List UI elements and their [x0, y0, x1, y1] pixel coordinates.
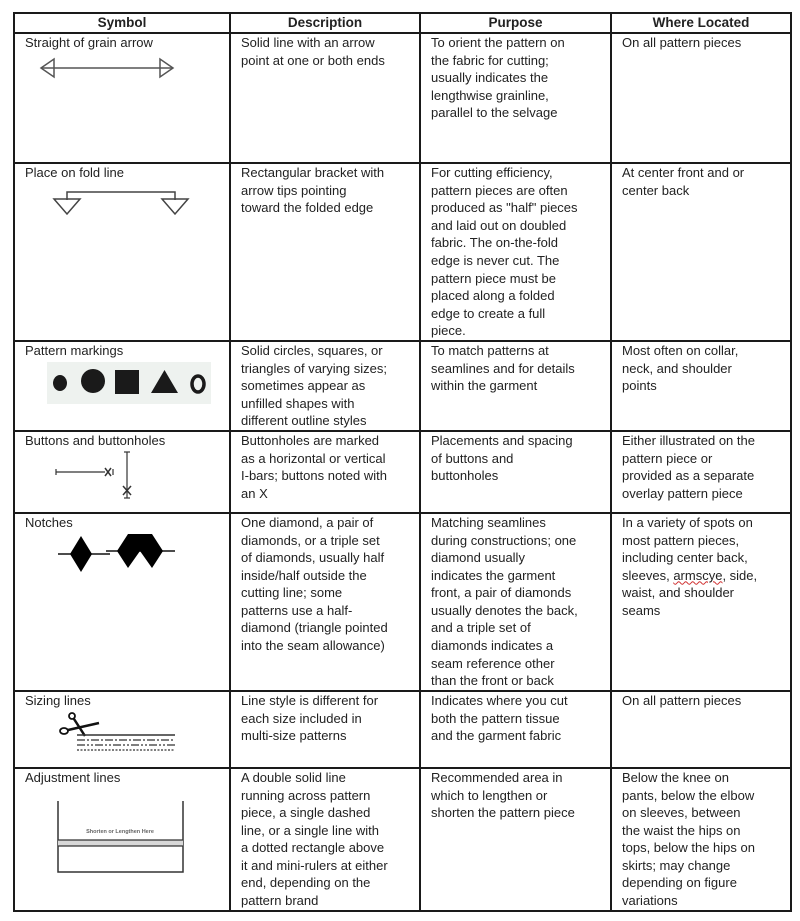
- purpose-cell: Matching seamlines during constructions; one diamond usually indicates the garment front, a pair of diamonds usually denotes the back, and a triple set of diamonds indicates a seam reference other than the front or back: [420, 513, 611, 691]
- location-cell: Either illustrated on the pattern piece or provided as a separate overlay pattern piece: [611, 431, 791, 513]
- symbol-cell: [14, 163, 230, 341]
- table-row: [14, 431, 791, 513]
- fold-bracket-icon: [25, 182, 195, 218]
- symbol-cell: [14, 33, 230, 163]
- buttonhole-icon: [25, 450, 155, 502]
- description-cell: Solid line with an arrow point at one or both ends: [230, 33, 420, 163]
- purpose-cell: Indicates where you cut both the pattern tissue and the garment fabric: [420, 691, 611, 768]
- symbol-cell: [14, 691, 230, 768]
- table-row: [14, 768, 791, 911]
- header-row: [14, 13, 791, 33]
- purpose-cell: To match patterns at seamlines and for details within the garment: [420, 341, 611, 431]
- symbol-name: Adjustment lines: [25, 769, 121, 785]
- location-cell: Most often on collar, neck, and shoulder points: [611, 341, 791, 431]
- location-cell: At center front and or center back: [611, 163, 791, 341]
- adjustment-label: Shorten or Lengthen Here: [86, 828, 154, 835]
- pattern-symbols-table: [13, 12, 792, 912]
- description-cell: One diamond, a pair of diamonds, or a triple set of diamonds, usually half inside/half outside the cutting line; some patterns use a half- diamond (triangle pointed into the seam allowance): [230, 513, 420, 691]
- double-arrow-icon: [25, 52, 185, 92]
- small-circle-mark: [53, 375, 67, 391]
- description-cell: Buttonholes are marked as a horizontal or vertical I-bars; buttons noted with an X: [230, 431, 420, 513]
- double-diamond-notch: [117, 534, 163, 568]
- symbol-cell: [14, 513, 230, 691]
- table-row: [14, 513, 791, 691]
- table-row: [14, 163, 791, 341]
- location-cell: Below the knee on pants, below the elbow on sleeves, between the waist the hips on tops, below the hips on skirts; may change depending on figure variations: [611, 768, 791, 911]
- symbol-name: Pattern markings: [25, 342, 124, 358]
- table-row: [14, 33, 791, 163]
- large-circle-mark: [81, 369, 105, 393]
- symbol-cell: [14, 341, 230, 431]
- location-cell: On all pattern pieces: [611, 691, 791, 768]
- symbol-name: Sizing lines: [25, 692, 91, 708]
- spellcheck-flagged-word: armscye: [673, 567, 723, 583]
- header-purpose: Purpose: [420, 13, 611, 33]
- table-row: [14, 691, 791, 768]
- description-cell: Solid circles, squares, or triangles of varying sizes; sometimes appear as unfilled shapes with different outline styles: [230, 341, 420, 431]
- single-diamond-notch: [70, 536, 92, 572]
- symbol-name: Place on fold line: [25, 165, 125, 180]
- header-description: Description: [230, 13, 420, 33]
- notches-icon: [25, 532, 195, 578]
- symbol-name: Straight of grain arrow: [25, 35, 153, 50]
- scissors-icon: [25, 710, 185, 762]
- location-cell: On all pattern pieces: [611, 33, 791, 163]
- header-symbol: Symbol: [14, 13, 230, 33]
- symbol-name: Buttons and buttonholes: [25, 432, 166, 448]
- symbol-name: Notches: [25, 514, 73, 530]
- symbol-cell: [14, 768, 230, 911]
- table-row: [14, 341, 791, 431]
- adjustment-line-icon: [25, 787, 225, 897]
- description-cell: Line style is different for each size included in multi-size patterns: [230, 691, 420, 768]
- header-where-located: Where Located: [611, 13, 791, 33]
- description-cell: Rectangular bracket with arrow tips pointing toward the folded edge: [230, 163, 420, 341]
- square-mark: [115, 370, 139, 394]
- pattern-markings-icon: [25, 360, 215, 406]
- description-cell: A double solid line running across pattern piece, a single dashed line, or a single line with a dotted rectangle above it and mini-rulers at either end, depending on the pattern brand: [230, 768, 420, 911]
- purpose-cell: To orient the pattern on the fabric for cutting; usually indicates the lengthwise grainline, parallel to the selvage: [420, 33, 611, 163]
- purpose-cell: For cutting efficiency, pattern pieces are often produced as "half" pieces and laid out on doubled fabric. The on-the-fold edge is never cut. The pattern piece must be placed along a folded edge to create a full piece.: [420, 163, 611, 341]
- purpose-cell: Placements and spacing of buttons and buttonholes: [420, 431, 611, 513]
- symbol-cell: [14, 431, 230, 513]
- purpose-cell: Recommended area in which to lengthen or shorten the pattern piece: [420, 768, 611, 911]
- location-cell: In a variety of spots on most pattern pieces, including center back, sleeves, armscye, side, waist, and shoulder seams: [611, 513, 791, 691]
